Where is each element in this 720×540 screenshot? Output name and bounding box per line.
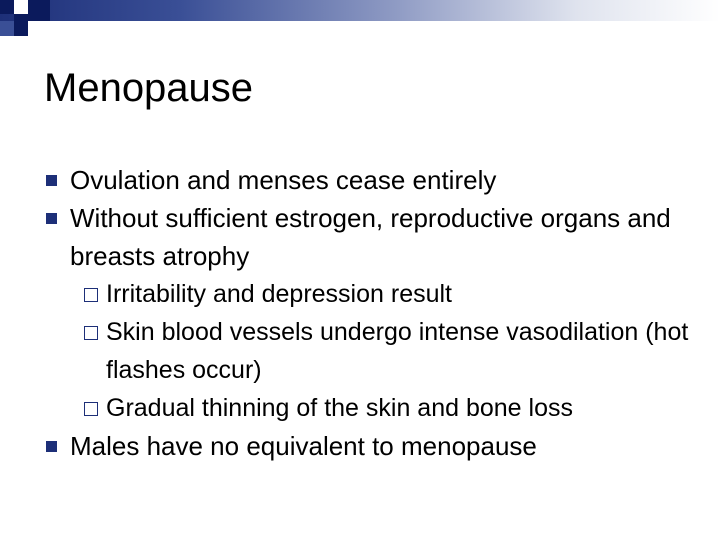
filled-square-icon: [46, 213, 57, 224]
bullet-item: [44, 427, 704, 465]
bullet-text: Ovulation and menses cease entirely: [70, 165, 497, 195]
sub-bullet-item: [70, 313, 704, 389]
slide-title: Menopause: [44, 66, 254, 110]
header-gradient-bar: [0, 0, 720, 21]
bullet-text: Without sufficient estrogen, reproductive organs and breasts atrophy: [70, 203, 671, 271]
corner-square-decoration: [28, 0, 50, 21]
sub-bullet-item: [70, 275, 704, 313]
filled-square-icon: [46, 175, 57, 186]
hollow-box-icon: [84, 402, 98, 416]
sub-bullet-item: [70, 389, 704, 427]
bullet-item: [44, 199, 704, 427]
bullet-text: Males have no equivalent to menopause: [70, 431, 537, 461]
hollow-box-icon: [84, 288, 98, 302]
bullet-list: [44, 161, 704, 465]
sub-bullet-text: Irritability and depression result: [106, 280, 452, 308]
corner-square-decoration: [14, 14, 28, 36]
filled-square-icon: [46, 441, 57, 452]
hollow-box-icon: [84, 326, 98, 340]
sub-bullet-list: [70, 275, 704, 427]
corner-square-decoration: [14, 0, 28, 14]
sub-bullet-text: Skin blood vessels undergo intense vasodilation (hot flashes occur): [106, 318, 689, 384]
sub-bullet-text: Gradual thinning of the skin and bone loss: [106, 394, 573, 422]
bullet-item: [44, 161, 704, 199]
corner-square-decoration: [0, 0, 14, 14]
corner-square-decoration: [0, 21, 14, 36]
